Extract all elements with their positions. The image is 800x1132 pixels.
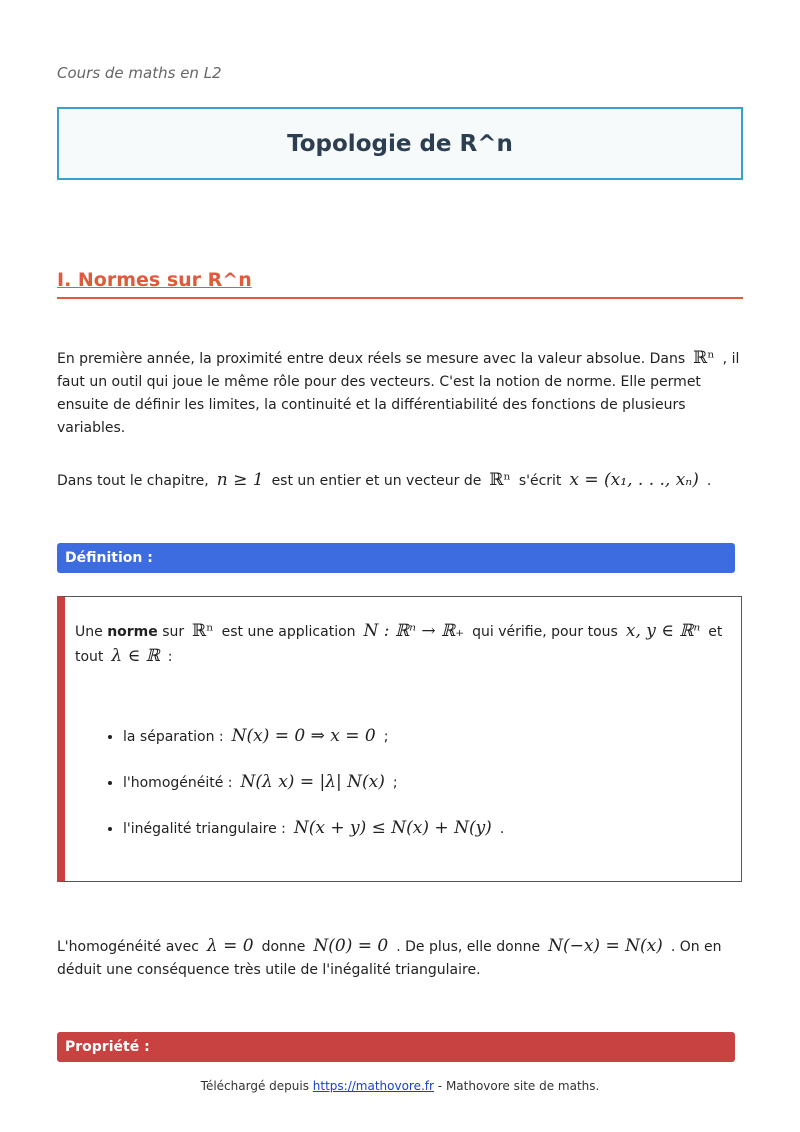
convention-paragraph (57, 469, 743, 493)
definition-text-3: est une application (221, 624, 356, 640)
page-footer (0, 1079, 800, 1093)
math-rn: ℝⁿ (192, 621, 214, 641)
definition-text-1: Une (75, 624, 103, 640)
intro-text-after: , il faut un outil qui joue le même rôle pour des vecteurs. C'est la notion de norme. Elle permet ensuite de définir les limites, la continuité et la différentiabilité des fonctions de plusieurs variables. (57, 351, 740, 436)
intro-text-before: En première année, la proximité entre deux réels se mesure avec la valeur absolue. Dans (57, 351, 686, 367)
consequence-text-2: donne (261, 939, 306, 955)
consequence-text-3: . De plus, elle donne (396, 939, 541, 955)
footer-link[interactable]: https://mathovore.fr (312, 1079, 434, 1093)
section-heading: I. Normes sur R^n (57, 269, 743, 299)
consequence-text-4: . On en déduit une conséquence très utile de l'inégalité triangulaire. (57, 939, 722, 978)
page-title: Topologie de R^n (287, 130, 513, 157)
math-x-y-in-rn: x, y ∈ ℝⁿ (625, 621, 701, 641)
math-lambda-zero: λ = 0 (206, 936, 254, 956)
math-norm-map: N : ℝⁿ → ℝ₊ (363, 621, 465, 641)
list-item (123, 769, 504, 797)
consequence-paragraph (57, 935, 743, 982)
definition-header: Définition : (57, 543, 735, 573)
footer-text-after: - Mathovore site de maths. (437, 1079, 600, 1093)
axiom-list (109, 723, 504, 861)
axiom-label: la séparation : (123, 729, 224, 745)
math-n-geq-1: n ≥ 1 (216, 470, 264, 490)
axiom-end: . (499, 821, 505, 837)
list-item (123, 815, 504, 843)
axiom-formula: N(λ x) = |λ| N(x) (240, 772, 385, 792)
definition-intro (75, 619, 730, 669)
intro-paragraph (57, 347, 743, 440)
axiom-formula: N(x + y) ≤ N(x) + N(y) (293, 818, 492, 838)
definition-text-4: qui vérifie, pour tous (472, 624, 618, 640)
consequence-text-1: L'homogénéité avec (57, 939, 199, 955)
axiom-end: ; (383, 729, 389, 745)
axiom-label: l'homogénéité : (123, 775, 233, 791)
axiom-formula: N(x) = 0 ⇒ x = 0 (231, 726, 376, 746)
math-rn: ℝⁿ (489, 470, 511, 490)
math-rn: ℝⁿ (693, 348, 715, 368)
property-header: Propriété : (57, 1032, 735, 1062)
math-n-minus-x: N(−x) = N(x) (548, 936, 663, 956)
definition-text-2: sur (162, 624, 185, 640)
axiom-end: ; (392, 775, 398, 791)
convention-text-2: est un entier et un vecteur de (271, 473, 482, 489)
convention-text-1: Dans tout le chapitre, (57, 473, 209, 489)
definition-box (57, 596, 742, 882)
math-lambda-in-r: λ ∈ ℝ (111, 646, 160, 666)
footer-text-before: Téléchargé depuis (200, 1079, 309, 1093)
definition-text-5: et tout (75, 624, 723, 665)
definition-term: norme (107, 624, 158, 640)
math-n-zero: N(0) = 0 (313, 936, 389, 956)
axiom-label: l'inégalité triangulaire : (123, 821, 286, 837)
course-label: Cours de maths en L2 (57, 64, 222, 82)
math-vector-x: x = (x₁, . . ., xₙ) (569, 470, 699, 490)
convention-text-4: . (706, 473, 712, 489)
convention-text-3: s'écrit (518, 473, 562, 489)
list-item (123, 723, 504, 751)
definition-text-6: : (167, 649, 173, 665)
page-title-box (57, 107, 743, 180)
